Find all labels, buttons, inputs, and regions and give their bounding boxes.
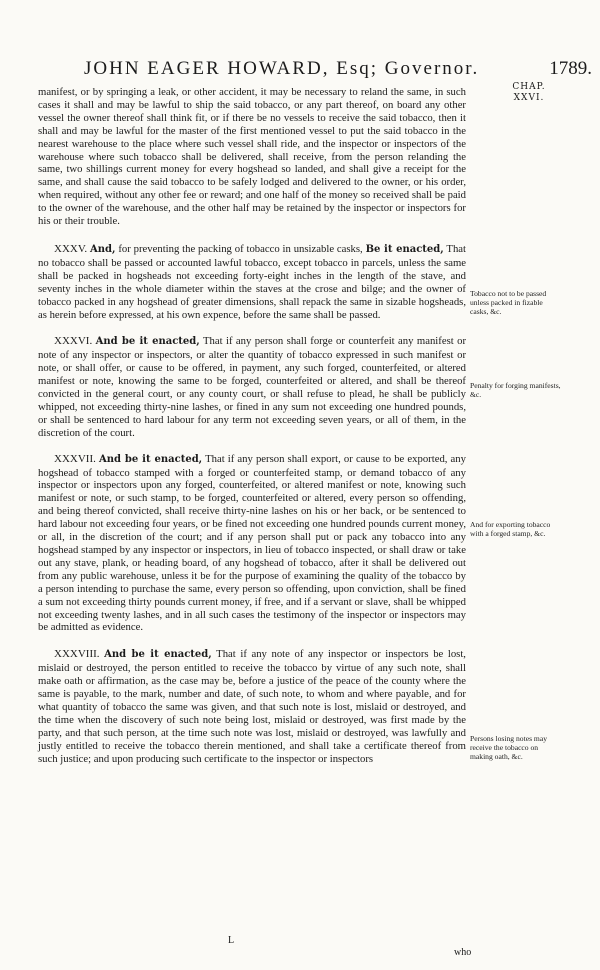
section-37: [38, 453, 466, 635]
section-number: XXXV.: [54, 242, 88, 255]
enacting-clause: And be it enacted,: [104, 649, 212, 661]
continued-paragraph: manifest, or by springing a leak, or other accident, it may be necessary to reland the same, in such cases it shall and may be lawful to ship the said tobacco, or any part thereof, on board any other vessel the owner thereof shall think fit, or if there be no vessels to receive the said tobacco, then it shall and may be lawful for the master of the first mentioned vessel to put the said tobacco in the nearest warehouse to the place where such vessel shall ride, and the inspector or inspectors of the warehouse where such tobacco shall be delivered, shall receive, from the person relanding the same, two shillings current money for every hogshead so landed, and shall give a receipt for the same, and shall cause the said tobacco to be safely lodged and delivered to the owner, or his order, when required, without any other fee or reward; and one half of the money so received shall be paid to the owner of the warehouse, and the other half may be retained by the inspector or inspectors for his or their trouble.: [38, 86, 466, 228]
section-text: That no tobacco shall be passed or accounted lawful tobacco, except tobacco in parcels, unless the same shall be packed in hogsheads not exceeding forty-eight inches in the length of the stave, and seventy inches in the whole diameter within the staves at the crose and bilge; and the owner of tobacco packed in any hogshead of greater dimensions, shall repack the same in sizable hogsheads, as herein before expressed, at his own expence, before the same shall be passed.: [38, 242, 467, 321]
chapter-label: CHAP. XXVI.: [512, 82, 546, 103]
section-lead-rest: for preventing the packing of tobacco in unsizable casks,: [118, 242, 363, 255]
margin-note: Penalty for forging manifests, &c.: [470, 381, 561, 400]
page-year: 1789.: [549, 58, 592, 79]
running-head: JOHN EAGER HOWARD, Esq; Governor.: [84, 58, 480, 79]
page-header: [38, 58, 598, 84]
section-38: [38, 648, 466, 765]
enacting-clause: And be it enacted,: [98, 453, 203, 465]
margin-note: Persons losing notes may receive the tobacco on making oath, &c.: [470, 734, 547, 762]
enacting-clause: And be it enacted,: [95, 336, 200, 348]
section-35: [38, 243, 466, 321]
section-36: [38, 335, 466, 439]
body-text: [38, 86, 466, 766]
section-text: That if any person shall export, or cause to be exported, any hogshead of tobacco stamped with a forged or counterfeited stamp, or demand tobacco of any inspector or inspectors upon any forged, counterfeited, or altered manifest or note, knowing such manifest or note, or such stamp, to be forged, counterfeited or altered, every person so offending, and being thereof convicted, shall receive thirty-nine lashes on his or her back, or be sentenced to hard labour not exceeding four years, or be fined not exceeding one hundred pounds current money, or all, in the discretion of the court; and if any person shall put or pack any tobacco into any hogshead stamped by any inspector or inspectors, in lieu of tobacco inspected, or shall draw or take out any stave, plank, or heading board, of any hogshead of tobacco, after it shall be delivered out from any public warehouse, unless it be for the purpose of examining the quality of the tobacco by a person intending to purchase the same, every person so offending, upon conviction, shall be fined a sum not exceeding thirty pounds current money, if free, and if a servant or slave, shall be whipped not exceeding twenty lashes, and in all such cases the testimony of the inspector or inspectors may be admitted as evidence.: [38, 452, 466, 634]
section-text: That if any note of any inspector or inspectors be lost, mislaid or destroyed, the person entitled to receive the tobacco by virtue of any such note, shall make oath or affirmation, as the case may be, before a justice of the peace of the county where the same is payable, to the mark, number and date, of such note, to whom and where payable, and for what quantity of tobacco the same was given, and that such note is lost, mislaid or destroyed, and the time when the discovery of such note being lost, mislaid or destroyed, was first made by the party, and that such person, at the time such note was lost, mislaid or destroyed, was lawfully and justly entitled to receive the tobacco therein mentioned, and shall take a certificate thereof from such justice; and upon producing such certificate to the inspector or inspectors: [38, 648, 466, 765]
enacting-clause: Be it enacted,: [365, 243, 444, 255]
section-number: XXXVII.: [54, 452, 96, 465]
signature-mark: L: [228, 935, 235, 946]
catchword: who: [454, 947, 472, 958]
section-number: XXXVI.: [54, 335, 93, 348]
margin-note: Tobacco not to be passed unless packed in fizable casks, &c.: [470, 289, 547, 317]
section-text: That if any person shall forge or counterfeit any manifest or note of any inspector or inspectors, or alter the quantity of tobacco expressed in such manifest or note, or shall offer, or cause to be offered, in payment, any such forged, counterfeited, or altered manifest or note, knowing the same to be forged, counterfeited or altered, and shall be thereof convicted in the general court, or any county court, or shall refuse to plead, he shall be publicly whipped, not exceeding thirty-nine lashes, or fined in any sum not exceeding one hundred pounds, or shall be sentenced to hard labour for any term not exceeding seven years, or all of them, in the discretion of the court.: [38, 335, 467, 439]
margin-note: And for exporting tobacco with a forged stamp, &c.: [470, 520, 551, 539]
section-lead: And,: [89, 243, 116, 255]
section-number: XXXVIII.: [54, 648, 100, 661]
